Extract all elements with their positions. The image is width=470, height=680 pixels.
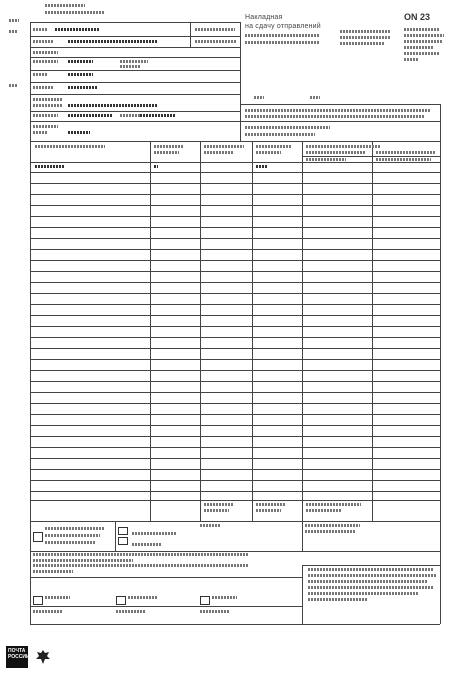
table-row: [30, 480, 440, 481]
field-label: [120, 60, 148, 63]
logo-text: ПОЧТА РОССИИ: [8, 648, 30, 660]
field-label: [195, 40, 237, 43]
field-value: [68, 73, 93, 76]
eagle-emblem-svg: [34, 648, 52, 666]
form-title: Накладная: [245, 14, 283, 21]
signature-box: [33, 532, 43, 542]
checkbox: [116, 596, 126, 605]
table-bottom-rule: [30, 521, 440, 522]
header-left-edge: [30, 22, 31, 141]
totals-label: [204, 503, 234, 506]
footer-rule: [302, 565, 440, 566]
form-subtitle: на сдачу отправлений: [245, 23, 321, 30]
table-row: [30, 315, 440, 316]
table-row: [30, 238, 440, 239]
footer-rule: [30, 551, 440, 552]
instruction-text: [245, 133, 315, 136]
field-label: [33, 40, 53, 43]
field-label: [33, 125, 58, 128]
form-rule: [30, 70, 240, 71]
column-header: [306, 151, 366, 154]
table-column-divider: [200, 141, 201, 521]
footer-divider: [302, 565, 303, 624]
header-note: [310, 96, 320, 99]
first-row-value: [154, 165, 158, 168]
instruction-text: [245, 109, 430, 112]
footer-text: [132, 532, 177, 535]
totals-label: [204, 509, 229, 512]
footer-paragraph: [308, 598, 368, 601]
table-row: [30, 425, 440, 426]
table-row: [30, 293, 440, 294]
form-rule: [30, 111, 240, 112]
column-header: [256, 145, 291, 148]
header-rule: [30, 22, 240, 23]
table-row: [30, 392, 440, 393]
field-label: [33, 98, 63, 101]
footer-edge: [30, 521, 31, 551]
table-row: [30, 271, 440, 272]
field-value: [68, 86, 98, 89]
field-label: [33, 86, 53, 89]
header-text: [45, 4, 85, 7]
table-row: [30, 491, 440, 492]
checkbox: [118, 527, 128, 535]
postal-logo-icon: [6, 646, 28, 668]
footer-paragraph: [308, 574, 436, 577]
table-row: [30, 205, 440, 206]
table-rule: [30, 162, 440, 163]
footer-rule: [30, 577, 302, 578]
header-note: [404, 28, 439, 31]
margin-text: [9, 19, 19, 22]
form-rule: [30, 82, 240, 83]
header-rule: [240, 104, 440, 105]
footer-text: [45, 527, 105, 530]
column-header: [256, 151, 281, 154]
field-value: [68, 131, 90, 134]
footer-text: [128, 596, 158, 599]
field-label: [33, 104, 63, 107]
footer-bottom-rule: [30, 624, 440, 625]
table-row: [30, 304, 440, 305]
eagle-emblem-icon: [34, 648, 52, 666]
table-row: [30, 348, 440, 349]
form-rule: [30, 36, 240, 37]
table-row: [30, 337, 440, 338]
field-label: [33, 28, 48, 31]
table-row: [30, 414, 440, 415]
footer-right-edge: [440, 521, 441, 624]
column-header: [204, 151, 234, 154]
field-label: [120, 65, 140, 68]
field-label: [120, 114, 140, 117]
column-header: [376, 151, 436, 154]
field-value: [55, 28, 100, 31]
checkbox: [33, 596, 43, 605]
footer-text: [212, 596, 237, 599]
totals-label: [256, 503, 286, 506]
header-note: [340, 36, 390, 39]
column-header: [376, 158, 431, 161]
table-left-edge: [30, 141, 31, 521]
field-value: [68, 104, 158, 107]
footer-text: [200, 524, 220, 527]
footer-divider: [115, 521, 116, 551]
footer-paragraph: [308, 580, 428, 583]
field-value: [68, 114, 113, 117]
column-header: [35, 145, 105, 148]
table-row: [30, 436, 440, 437]
margin-text: [9, 84, 17, 87]
header-note: [254, 96, 264, 99]
footer-text: [200, 610, 230, 613]
header-note: [404, 40, 442, 43]
column-header: [154, 151, 179, 154]
footer-edge: [30, 551, 31, 624]
field-label: [33, 114, 58, 117]
header-right-edge: [240, 22, 241, 141]
footer-text: [45, 596, 70, 599]
header-note: [404, 34, 444, 37]
column-header: [306, 145, 381, 148]
table-row: [30, 194, 440, 195]
form-rule: [30, 47, 240, 48]
footer-text: [33, 610, 63, 613]
field-value: [68, 60, 93, 63]
table-row: [30, 227, 440, 228]
table-row: [30, 500, 440, 501]
footer-paragraph: [308, 568, 433, 571]
table-row: [30, 447, 440, 448]
margin-text: [9, 30, 17, 33]
footer-divider: [302, 521, 303, 551]
table-column-divider: [252, 141, 253, 521]
footer-text: [305, 524, 360, 527]
table-row: [30, 458, 440, 459]
table-row: [30, 403, 440, 404]
table-column-divider: [302, 141, 303, 521]
footer-paragraph: [308, 592, 418, 595]
field-label: [195, 28, 235, 31]
table-row: [30, 370, 440, 371]
column-header: [204, 145, 244, 148]
checkbox: [200, 596, 210, 605]
footer-text: [45, 534, 100, 537]
header-divider: [190, 22, 191, 47]
footer-text: [45, 541, 95, 544]
footer-text: [116, 610, 146, 613]
checkbox: [118, 537, 128, 545]
footer-paragraph: [33, 553, 248, 556]
footer-paragraph: [33, 564, 248, 567]
first-row-value: [256, 165, 268, 168]
column-header: [154, 145, 184, 148]
table-row: [30, 282, 440, 283]
totals-label: [306, 503, 361, 506]
footer-paragraph: [308, 586, 434, 589]
footer-paragraph: [33, 559, 133, 562]
footer-paragraph: [33, 570, 73, 573]
table-column-divider: [150, 141, 151, 521]
footer-text: [305, 530, 355, 533]
table-row: [30, 260, 440, 261]
first-row-value: [35, 165, 65, 168]
table-row: [30, 216, 440, 217]
header-note: [245, 41, 320, 44]
table-row: [30, 469, 440, 470]
header-note: [404, 58, 419, 61]
field-label: [33, 131, 48, 134]
field-label: [33, 51, 58, 54]
header-note: [340, 42, 385, 45]
table-row: [30, 326, 440, 327]
header-note: [340, 30, 390, 33]
footer-rule: [30, 606, 302, 607]
form-rule: [30, 94, 240, 95]
header-right-edge: [440, 104, 441, 141]
table-row: [30, 172, 440, 173]
footer-text: [132, 543, 162, 546]
header-text: [45, 11, 105, 14]
table-row: [30, 359, 440, 360]
totals-label: [306, 509, 341, 512]
field-value: [68, 40, 158, 43]
header-note: [404, 52, 440, 55]
table-rule: [302, 156, 440, 157]
field-label: [33, 60, 58, 63]
form-rule: [30, 121, 240, 122]
form-code: ON 23: [404, 12, 431, 22]
table-column-divider: [372, 141, 373, 521]
table-row: [30, 249, 440, 250]
instruction-text: [245, 115, 425, 118]
header-note: [245, 34, 320, 37]
instruction-text: [245, 126, 330, 129]
form-rule: [30, 141, 440, 142]
field-label: [33, 73, 48, 76]
form-rule: [30, 57, 240, 58]
field-value: [140, 114, 175, 117]
totals-label: [256, 509, 281, 512]
column-header: [306, 158, 346, 161]
table-right-edge: [440, 141, 441, 521]
table-row: [30, 381, 440, 382]
header-note: [404, 46, 434, 49]
table-row: [30, 183, 440, 184]
header-rule: [240, 121, 440, 122]
